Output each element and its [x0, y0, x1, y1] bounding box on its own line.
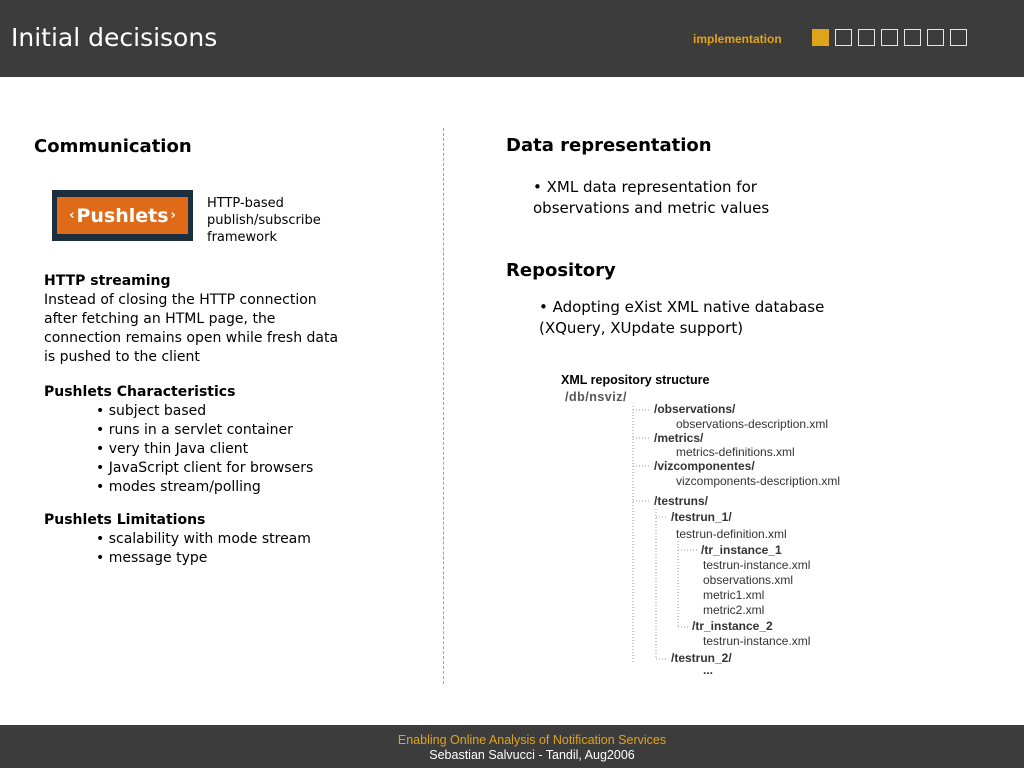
tree-node-file: metrics-definitions.xml: [676, 445, 795, 459]
limitation-item: • message type: [96, 550, 208, 566]
communication-heading: Communication: [34, 136, 192, 157]
tree-node-folder: /testrun_1/: [671, 510, 732, 524]
limitation-item: • scalability with mode stream: [96, 531, 311, 547]
tree-node-file: metric2.xml: [703, 603, 765, 617]
tree-node-file: observations-description.xml: [676, 417, 829, 431]
streaming-line: connection remains open while fresh data: [44, 330, 339, 346]
streaming-line: after fetching an HTML page, the: [44, 311, 276, 327]
tree-node-ellipsis: ...: [703, 663, 714, 677]
repo-line: (XQuery, XUpdate support): [539, 319, 744, 337]
tree-node-folder: /observations/: [654, 402, 736, 416]
footer-author: Sebastian Salvucci - Tandil, Aug2006: [429, 748, 635, 762]
characteristic-item: • very thin Java client: [96, 441, 249, 457]
streaming-line: Instead of closing the HTTP connection: [44, 292, 317, 308]
tree-node-folder: /testruns/: [654, 494, 709, 508]
repository-heading: Repository: [506, 260, 616, 281]
tree-node-file: metric1.xml: [703, 588, 765, 602]
tree-node-folder: /tr_instance_1: [701, 543, 782, 557]
repo-line: • Adopting eXist XML native database: [539, 298, 825, 316]
http-streaming-title: HTTP streaming: [44, 273, 171, 289]
tree-node-file: testrun-definition.xml: [676, 527, 787, 541]
limitations-title: Pushlets Limitations: [44, 512, 206, 528]
data-line: • XML data representation for: [533, 178, 757, 196]
tree-node-file: testrun-instance.xml: [703, 634, 811, 648]
tree-node-folder: /tr_instance_2: [692, 619, 773, 633]
caption-line: publish/subscribe: [207, 213, 321, 228]
streaming-line: is pushed to the client: [44, 349, 200, 365]
tree-root: /db/nsviz/: [565, 390, 627, 404]
arrow-left-icon: ‹: [69, 208, 75, 223]
tree-node-file: observations.xml: [703, 573, 794, 587]
caption-line: framework: [207, 230, 278, 245]
tree-title: XML repository structure: [561, 373, 710, 387]
arrow-right-icon: ›: [170, 208, 176, 223]
characteristic-item: • JavaScript client for browsers: [96, 460, 314, 476]
data-line: observations and metric values: [533, 199, 770, 217]
characteristic-item: • modes stream/polling: [96, 479, 261, 495]
characteristic-item: • subject based: [96, 403, 207, 419]
slide-title: Initial decisisons: [11, 23, 218, 52]
section-label: implementation: [693, 32, 782, 46]
tree-node-file: testrun-instance.xml: [703, 558, 811, 572]
tree-node-folder: /vizcomponentes/: [654, 459, 755, 473]
tree-node-file: vizcomponents-description.xml: [676, 474, 841, 488]
characteristics-title: Pushlets Characteristics: [44, 384, 236, 400]
caption-line: HTTP-based: [207, 196, 284, 211]
logo-text: Pushlets: [76, 204, 169, 227]
tree-node-folder: /testrun_2/: [671, 651, 732, 665]
characteristic-item: • runs in a servlet container: [96, 422, 293, 438]
tree-node-folder: /metrics/: [654, 431, 704, 445]
data-representation-heading: Data representation: [506, 135, 712, 156]
footer-title: Enabling Online Analysis of Notification Services: [397, 733, 667, 747]
